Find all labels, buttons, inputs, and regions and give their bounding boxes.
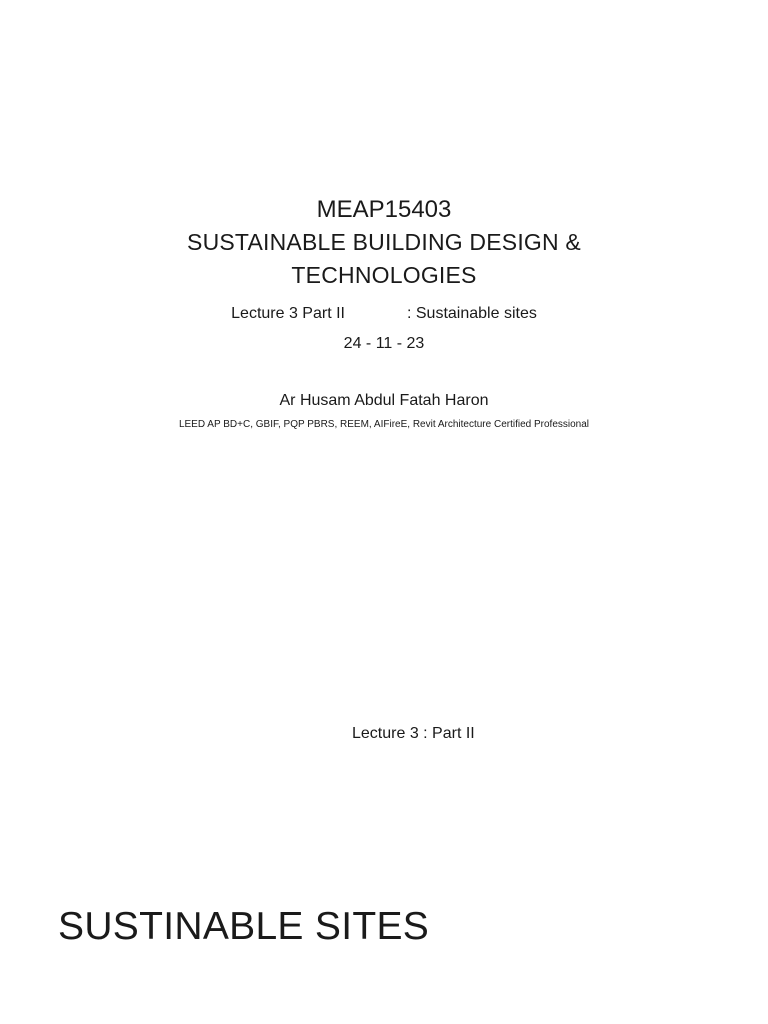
course-title-line-2: TECHNOLOGIES [291,262,477,288]
presenter-name: Ar Husam Abdul Fatah Haron [279,392,489,409]
lecture-label: Lecture 3 Part II [231,305,345,322]
section-slide [0,470,768,840]
course-code: MEAP15403 [316,196,452,223]
lecture-date: 24 - 11 - 23 [343,335,425,352]
lecture-topic: : Sustainable sites [406,305,537,322]
lecture-line [0,303,768,325]
course-title [0,226,768,292]
heading-slide [0,840,768,1024]
section-heading: SUSTINABLE SITES [58,905,430,948]
title-slide [0,0,768,470]
presenter-credentials: LEED AP BD+C, GBIF, PQP PBRS, REEM, AIFireE, Revit Architecture Certified Professional [178,419,590,430]
part-label: Lecture 3 : Part II [352,725,475,742]
course-title-line-1: SUSTAINABLE BUILDING DESIGN & [187,229,581,255]
